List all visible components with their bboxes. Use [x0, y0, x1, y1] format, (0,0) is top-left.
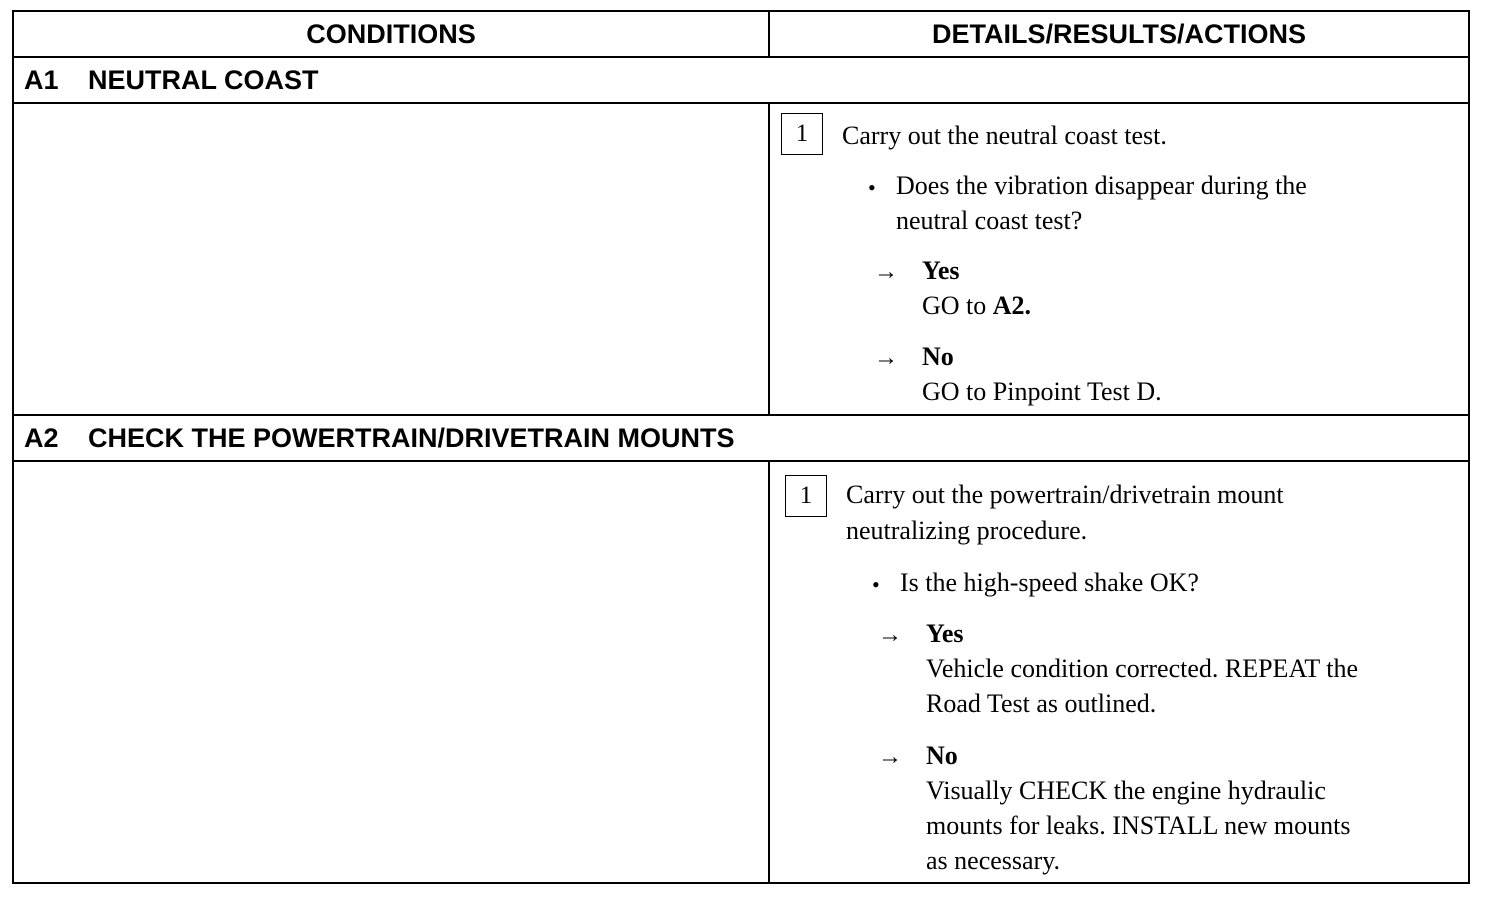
step-instruction: Carry out the neutral coast test.	[842, 121, 1167, 150]
details-cell	[770, 104, 1468, 414]
question-line-1: Is the high-speed shake OK?	[900, 568, 1199, 597]
no-action-line-2: mounts for leaks. INSTALL new mounts	[926, 811, 1351, 840]
step-instruction-line-2: neutralizing procedure.	[846, 516, 1088, 545]
arrow-right-icon: →	[874, 345, 898, 371]
conditions-cell	[14, 104, 770, 414]
no-label: No	[922, 342, 954, 371]
step-instruction-line-1: Carry out the powertrain/drivetrain mount	[846, 480, 1284, 509]
arrow-right-icon: →	[874, 259, 898, 285]
section-title: NEUTRAL COAST	[88, 65, 319, 95]
section-a1-heading	[14, 58, 1468, 104]
yes-action-line-2: Road Test as outlined.	[926, 689, 1157, 718]
yes-action-line-1: Vehicle condition corrected. REPEAT the	[926, 654, 1359, 683]
diagnostic-table	[12, 10, 1470, 884]
step-number-box: 1	[785, 475, 827, 517]
bullet-icon: •	[868, 175, 876, 200]
section-a2-heading	[14, 416, 1468, 462]
details-header: DETAILS/RESULTS/ACTIONS	[931, 19, 1306, 49]
question-line-1: Does the vibration disappear during the	[896, 171, 1307, 200]
yes-label: Yes	[926, 619, 964, 648]
conditions-cell	[14, 462, 770, 882]
arrow-right-icon: →	[878, 744, 902, 770]
arrow-right-icon: →	[878, 622, 902, 648]
section-id: A1	[24, 65, 59, 95]
yes-label: Yes	[922, 256, 960, 285]
question-line-2: neutral coast test?	[896, 206, 1083, 235]
no-action-line-1: Visually CHECK the engine hydraulic	[926, 776, 1326, 805]
no-action-line-3: as necessary.	[926, 846, 1061, 875]
details-cell	[770, 462, 1468, 882]
step-number-box: 1	[781, 113, 823, 155]
section-a2-body	[14, 462, 1468, 882]
table-header	[14, 12, 1468, 58]
no-label: No	[926, 741, 958, 770]
conditions-header: CONDITIONS	[14, 12, 770, 56]
section-id: A2	[24, 423, 59, 453]
section-a1-body	[14, 104, 1468, 416]
section-title: CHECK THE POWERTRAIN/DRIVETRAIN MOUNTS	[88, 423, 735, 453]
no-action: GO to Pinpoint Test D.	[922, 377, 1162, 406]
yes-action: GO to A2.	[922, 291, 1032, 320]
bullet-icon: •	[872, 572, 880, 597]
